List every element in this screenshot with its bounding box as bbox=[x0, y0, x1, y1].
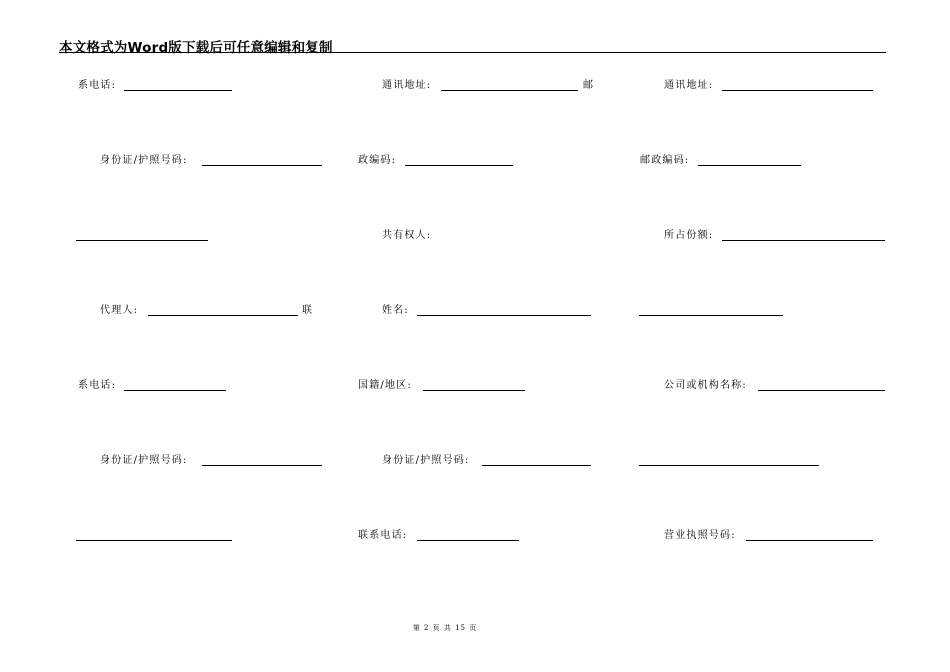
label-nationality: 国籍/地区: bbox=[358, 380, 412, 391]
label-agent: 代理人: bbox=[100, 305, 139, 316]
blank-postal-code-2[interactable] bbox=[698, 165, 801, 166]
label-contact-phone: 联系电话: bbox=[358, 530, 408, 541]
label-address-1: 通讯地址: bbox=[382, 80, 432, 91]
label-postal-code-1: 政编码: bbox=[358, 155, 397, 166]
label-address-2: 通讯地址: bbox=[664, 80, 714, 91]
label-contact-fragment: 联 bbox=[302, 305, 314, 316]
blank-id-passport-3[interactable] bbox=[482, 465, 591, 466]
blank-phone-2[interactable] bbox=[124, 390, 226, 391]
blank-name[interactable] bbox=[417, 315, 591, 316]
label-phone-1: 系电话: bbox=[78, 80, 117, 91]
blank-address-2[interactable] bbox=[722, 90, 873, 91]
label-company-name: 公司或机构名称: bbox=[664, 380, 747, 391]
blank-address-1[interactable] bbox=[441, 90, 578, 91]
label-phone-2: 系电话: bbox=[78, 380, 117, 391]
label-id-passport-3: 身份证/护照号码: bbox=[382, 455, 470, 466]
blank-id-passport-1[interactable] bbox=[202, 165, 322, 166]
label-postal-fragment: 邮 bbox=[583, 80, 595, 91]
blank-contact-phone[interactable] bbox=[417, 540, 519, 541]
label-postal-code-2: 邮政编码: bbox=[640, 155, 690, 166]
blank-nationality[interactable] bbox=[423, 390, 525, 391]
blank-company-name[interactable] bbox=[758, 390, 885, 391]
label-co-owner: 共有权人: bbox=[382, 230, 432, 241]
label-name: 姓名: bbox=[382, 305, 409, 316]
blank-postal-code-1[interactable] bbox=[405, 165, 513, 166]
page-number: 第 2 页 共 15 页 bbox=[412, 624, 478, 632]
blank-phone-1[interactable] bbox=[124, 90, 232, 91]
blank-row3-left[interactable] bbox=[76, 240, 208, 241]
blank-share[interactable] bbox=[722, 240, 885, 241]
label-share: 所占份额: bbox=[664, 230, 714, 241]
label-business-license: 营业执照号码: bbox=[664, 530, 736, 541]
label-id-passport-2: 身份证/护照号码: bbox=[100, 455, 188, 466]
blank-row7-left[interactable] bbox=[76, 540, 232, 541]
document-header-title: 本文格式为Word版下载后可任意编辑和复制 bbox=[59, 40, 333, 56]
blank-id-passport-2[interactable] bbox=[202, 465, 322, 466]
blank-agent[interactable] bbox=[148, 315, 298, 316]
label-id-passport-1: 身份证/护照号码: bbox=[100, 155, 188, 166]
blank-business-license[interactable] bbox=[746, 540, 873, 541]
blank-row4-right[interactable] bbox=[639, 315, 783, 316]
header-rule bbox=[59, 52, 886, 53]
blank-row6-right[interactable] bbox=[639, 465, 819, 466]
